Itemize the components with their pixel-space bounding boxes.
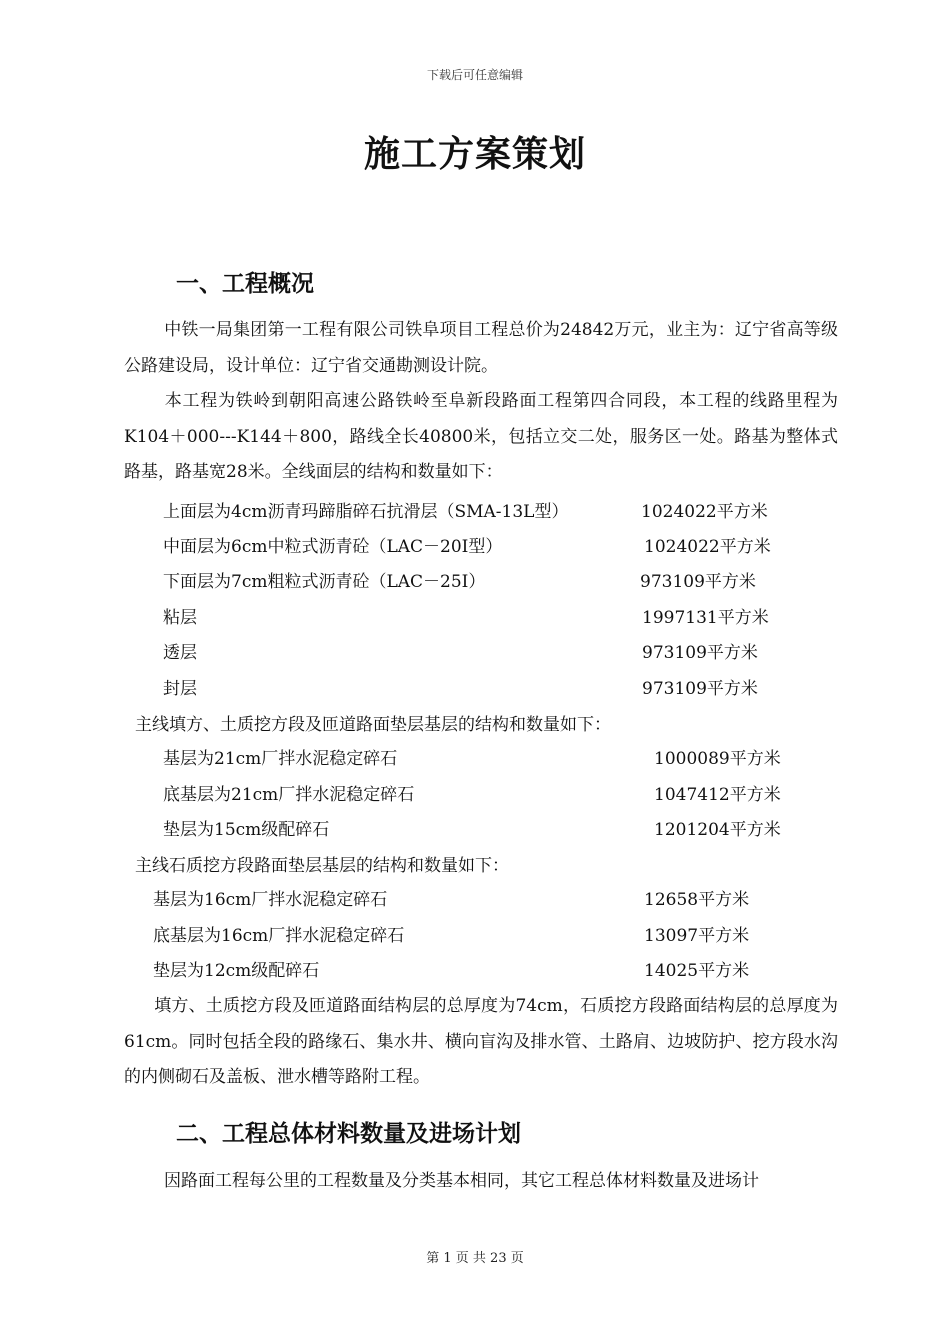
layer-label: 下面层为7cm粗粒式沥青砼（LAC－25I） <box>163 572 486 592</box>
layer-quantity: 1997131平方米 <box>642 608 769 628</box>
paragraph-project-cost <box>124 313 838 384</box>
layer-quantity: 1024022平方米 <box>641 502 768 522</box>
layer-quantity: 13097平方米 <box>644 926 750 946</box>
layer-quantity: 1201204平方米 <box>654 820 781 840</box>
soil-section-intro: 主线填方、土质挖方段及匝道路面垫层基层的结构和数量如下： <box>135 715 611 735</box>
layer-quantity: 1000089平方米 <box>654 749 781 769</box>
layer-label: 底基层为21cm厂拌水泥稳定碎石 <box>163 785 415 805</box>
layer-quantity: 973109平方米 <box>642 643 758 663</box>
layer-quantity: 973109平方米 <box>642 679 758 699</box>
paragraph-text: 填方、土质挖方段及匝道路面结构层的总厚度为74cm，石质挖方段路面结构层的总厚度为61cm。同时包括全段的路缘石、集水井、横向盲沟及排水管、土路肩、边坡防护、挖方段水沟的内侧砌石及盖板、泄水槽等路附工程。 <box>124 996 838 1087</box>
paragraph-project-scope <box>124 384 838 491</box>
paragraph-thickness <box>124 989 838 1096</box>
layer-quantity: 973109平方米 <box>640 572 756 592</box>
layer-quantity: 1024022平方米 <box>644 537 771 557</box>
section-heading-overview: 一、工程概况 <box>176 270 314 297</box>
layer-quantity: 14025平方米 <box>644 961 750 981</box>
layer-label: 封层 <box>163 679 197 699</box>
paragraph-text: 本工程为铁岭到朝阳高速公路铁岭至阜新段路面工程第四合同段，本工程的线路里程为K104＋000---K144＋800，路线全长40800米，包括立交二处，服务区一处。路基为整体式路基，路基宽28米。全线面层的结构和数量如下： <box>124 391 838 482</box>
paragraph-materials <box>124 1164 838 1200</box>
paragraph-text: 因路面工程每公里的工程数量及分类基本相同，其它工程总体材料数量及进场计 <box>164 1171 759 1191</box>
layer-label: 垫层为15cm级配碎石 <box>163 820 330 840</box>
layer-label: 底基层为16cm厂拌水泥稳定碎石 <box>153 926 405 946</box>
page-footer: 第 1 页 共 23 页 <box>426 1251 524 1266</box>
layer-quantity: 12658平方米 <box>644 890 750 910</box>
layer-label: 中面层为6cm中粒式沥青砼（LAC－20I型） <box>163 537 503 557</box>
rock-section-intro: 主线石质挖方段路面垫层基层的结构和数量如下： <box>135 856 509 876</box>
layer-label: 基层为16cm厂拌水泥稳定碎石 <box>153 890 388 910</box>
layer-quantity: 1047412平方米 <box>654 785 781 805</box>
layer-label: 垫层为12cm级配碎石 <box>153 961 320 981</box>
layer-label: 上面层为4cm沥青玛蹄脂碎石抗滑层（SMA-13L型） <box>163 502 569 522</box>
page-header: 下载后可任意编辑 <box>426 68 523 82</box>
section-heading-materials: 二、工程总体材料数量及进场计划 <box>176 1120 521 1147</box>
layer-label: 粘层 <box>163 608 197 628</box>
paragraph-text: 中铁一局集团第一工程有限公司铁阜项目工程总价为24842万元，业主为：辽宁省高等级公路建设局，设计单位：辽宁省交通勘测设计院。 <box>124 320 838 376</box>
layer-label: 透层 <box>163 643 197 663</box>
layer-label: 基层为21cm厂拌水泥稳定碎石 <box>163 749 398 769</box>
document-title: 施工方案策划 <box>363 133 586 175</box>
